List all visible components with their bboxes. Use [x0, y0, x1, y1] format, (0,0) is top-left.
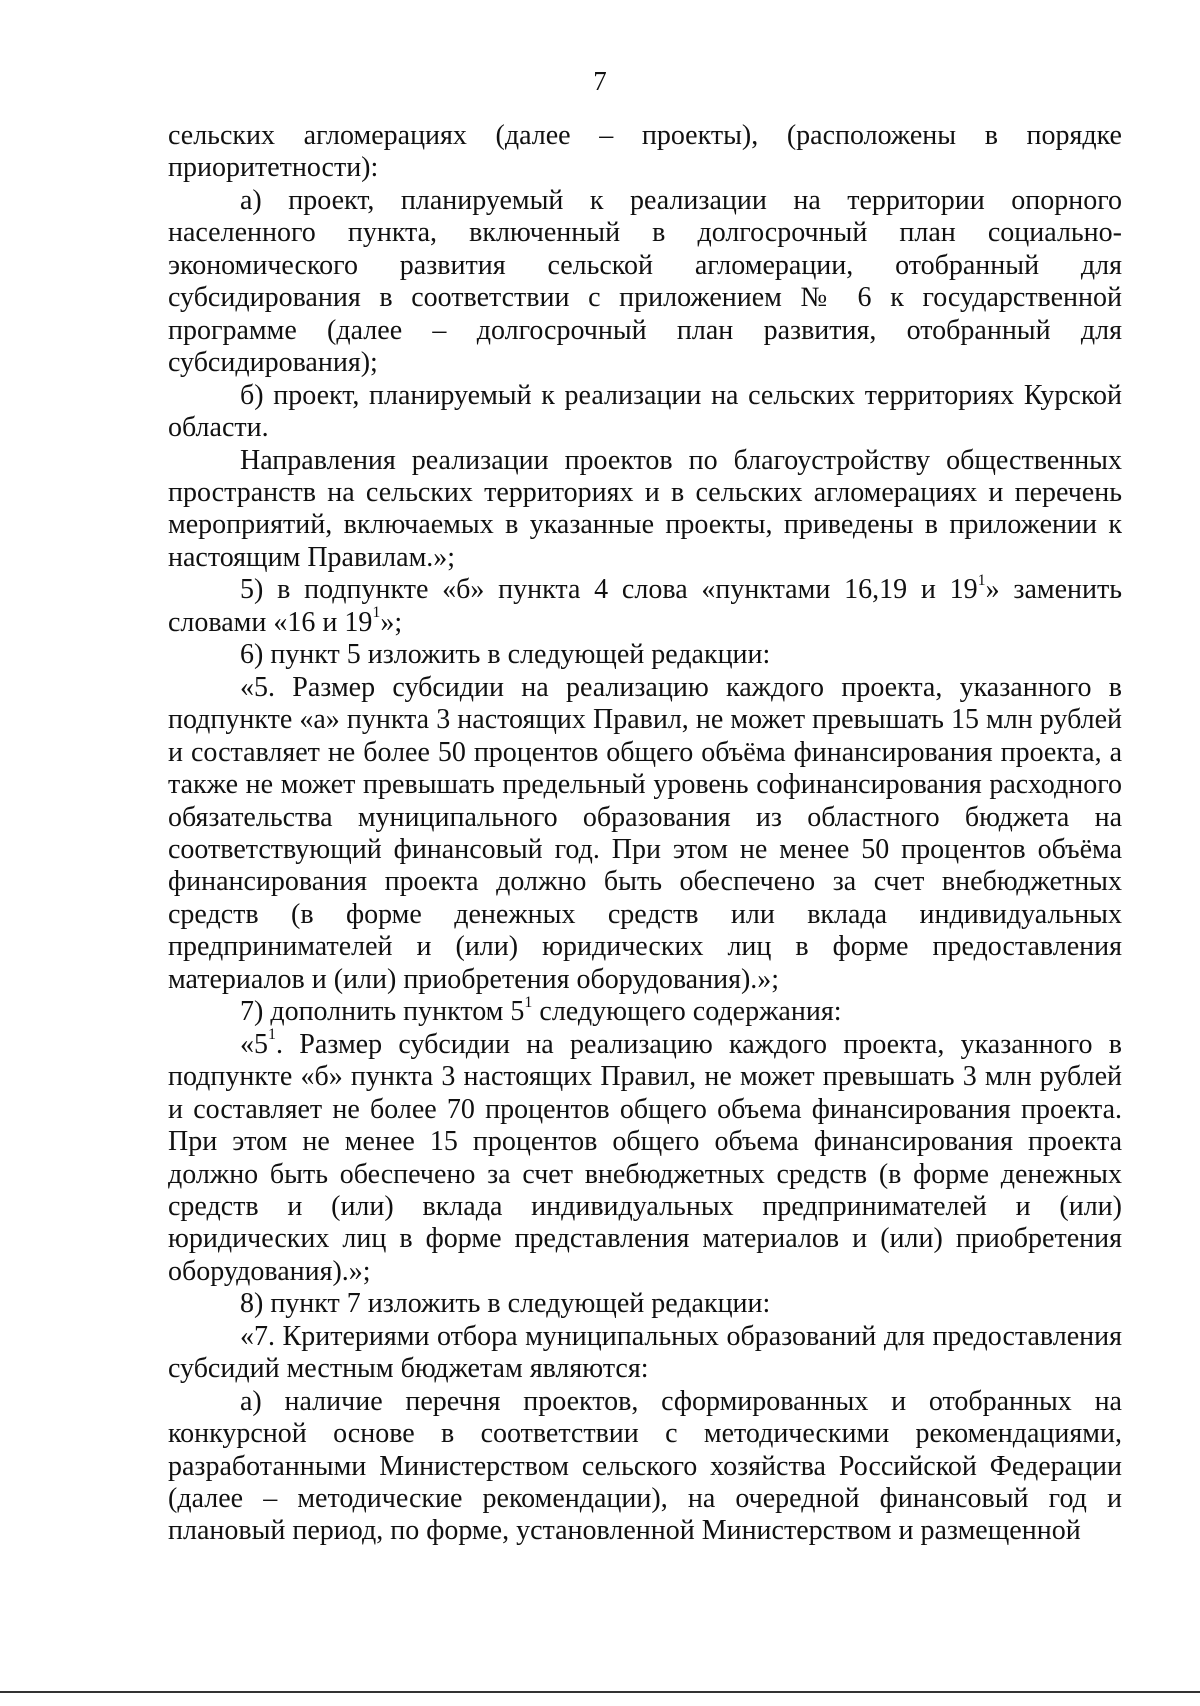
paragraph-amendment-6: 6) пункт 5 изложить в следующей редакции: — [240, 639, 771, 671]
paragraph-directions: Направления реализации проектов по благоустройству общественных пространств на сельских территориях и в сельских агломерациях и перечень мероприятий, включаемых в указанные проекты, приведены в приложении к настоящим Правилам.»; — [168, 444, 1122, 573]
superscript: 1 — [268, 1026, 276, 1044]
paragraph-item-a: а) проект, планируемый к реализации на территории опорного населенного пункта, включенный в долгосрочный план социально-экономического развития сельской агломерации, отобранный для субсидирования в соответствии с приложением № 6 к государственной программе (далее – долгосрочный план развития, отобранный для субсидирования); — [168, 184, 1122, 379]
point-5-1-text-end: . Размер субсидии на реализацию каждого проекта, указанного в подпункте «б» пункта 3 настоящих Правил, не может превышать 3 млн рублей и составляет не более 70 процентов общего объема финансирования проекта. При этом не менее 15 процентов общего объема финансирования проекта должно быть обеспечено за счет внебюджетных средств (в форме денежных средств и (или) вклада индивидуальных предпринимателей и (или) юридических лиц в форме представления материалов и (или) приобретения оборудования).»; — [168, 1028, 1122, 1287]
paragraph-continuation: сельских агломерациях (далее – проекты), (расположены в порядке приоритетности): — [168, 120, 1122, 184]
paragraph-point-5-1-text — [168, 1026, 1122, 1289]
paragraph-amendment-7 — [168, 993, 1122, 1028]
paragraph-point-7-text: «7. Критериями отбора муниципальных образований для предоставления субсидий местным бюджетам являются: — [168, 1320, 1122, 1385]
superscript: 1 — [372, 604, 381, 622]
point-5-1-text-start: «5 — [240, 1028, 268, 1060]
document-body — [168, 120, 1122, 1548]
paragraph-point-5-text: «5. Размер субсидии на реализацию каждого проекта, указанного в подпункте «а» пункта 3 настоящих Правил, не может превышать 15 млн рублей и составляет не более 50 процентов общего объёма финансирования проекта, а также не может превышать предельный уровень софинансирования расходного обязательства муниципального образования из областного бюджета на соответствующий финансовый год. При этом не менее 50 процентов объёма финансирования проекта должно быть обеспечено за счет внебюджетных средств (в форме денежных средств или вклада индивидуальных предпринимателей и (или) юридических лиц в форме предоставления материалов и (или) приобретения оборудования).»; — [168, 671, 1122, 995]
amendment-7-text-end: следующего содержания: — [532, 996, 842, 1028]
superscript: 1 — [977, 572, 986, 590]
superscript: 1 — [524, 993, 533, 1011]
paragraph-amendment-8: 8) пункт 7 изложить в следующей редакции: — [240, 1288, 771, 1320]
paragraph-criterion-a: а) наличие перечня проектов, сформированных и отобранных на конкурсной основе в соответствии с методическими рекомендациями, разработанными Министерством сельского хозяйства Российской Федерации (далее – методические рекомендации), на очередной финансовый год и плановый период, по форме, установленной Министерством и размещенной — [168, 1385, 1122, 1547]
page-number: 7 — [593, 66, 607, 96]
amendment-5-text-middle: » заменить словами «16 и 19 — [168, 574, 1122, 638]
scan-bottom-edge — [0, 1691, 1200, 1693]
paragraph-item-b: б) проект, планируемый к реализации на сельских территориях Курской области. — [168, 379, 1122, 444]
amendment-5-text-end: »; — [380, 606, 403, 638]
amendment-5-text-start: 5) в подпункте «б» пункта 4 слова «пунктами 16,19 и 19 — [240, 574, 978, 606]
paragraph-amendment-5 — [168, 574, 1122, 639]
amendment-7-text-start: 7) дополнить пунктом 5 — [240, 996, 525, 1028]
